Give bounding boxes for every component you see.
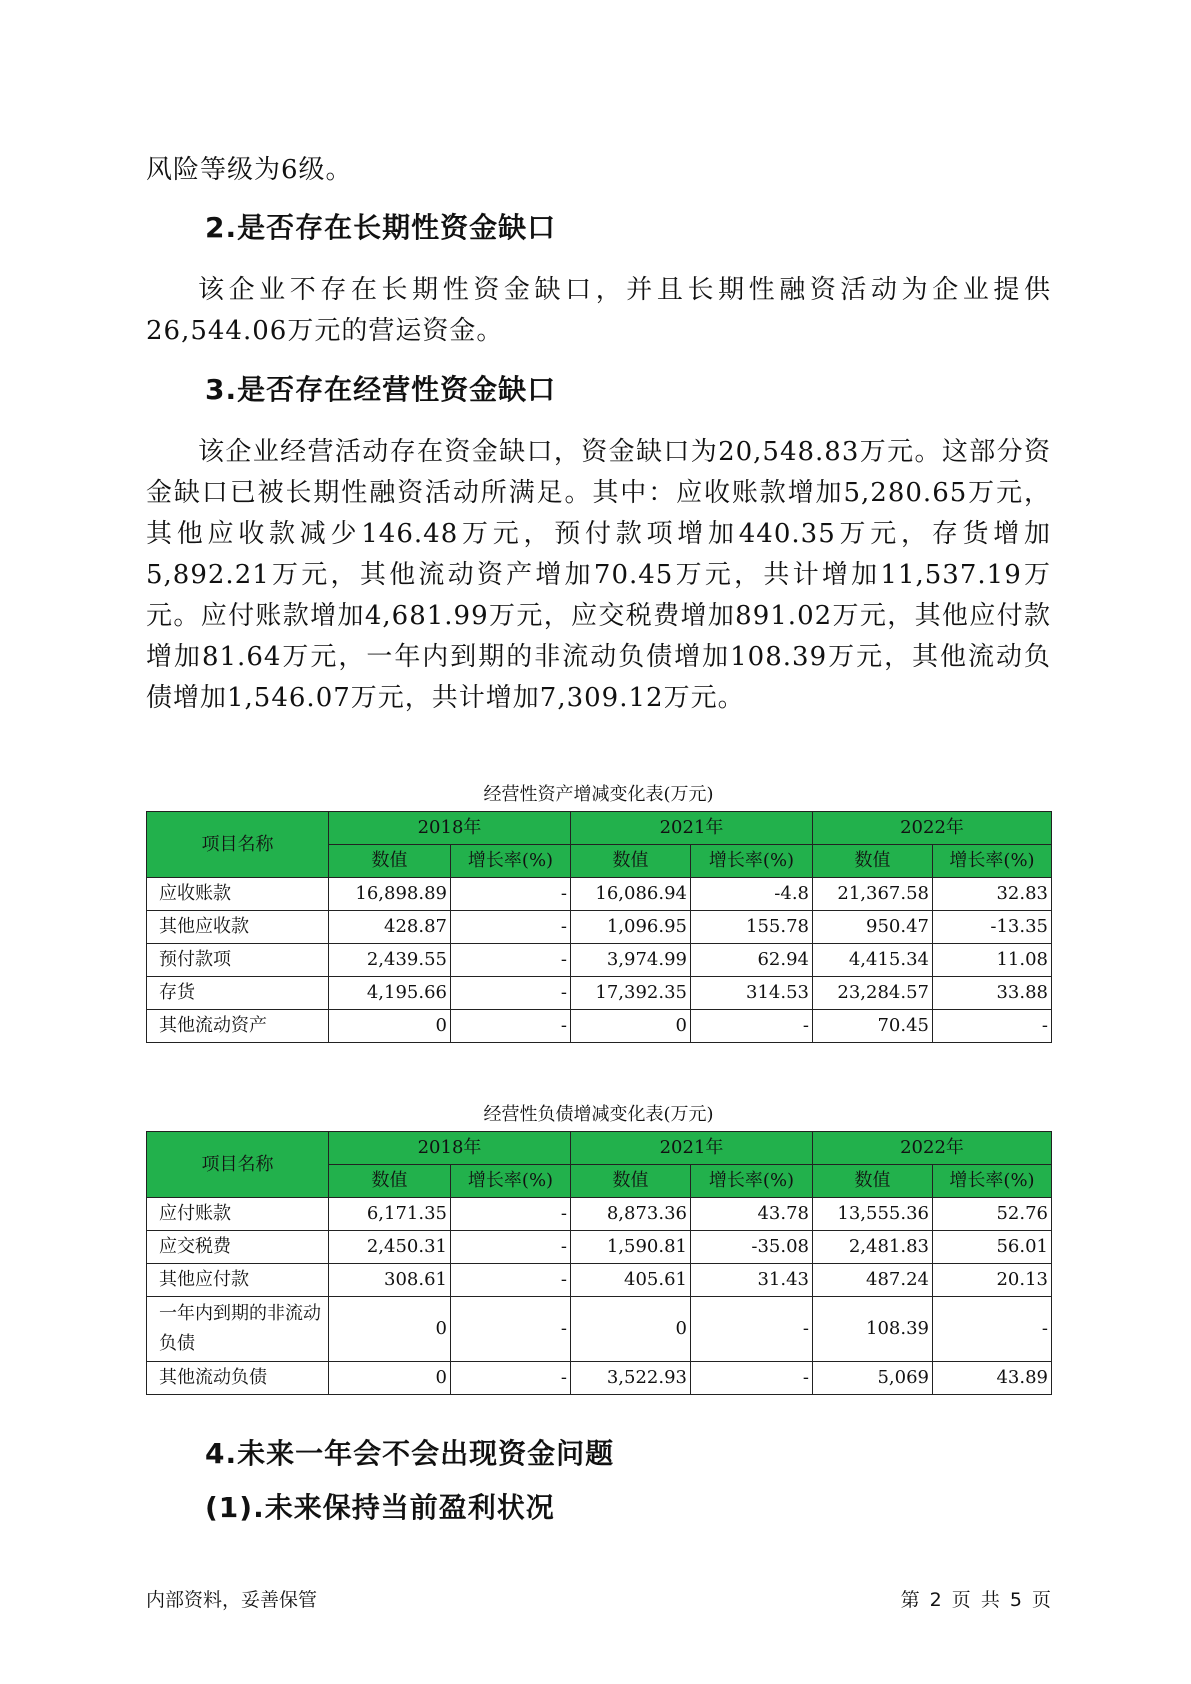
table-row	[147, 1297, 1052, 1362]
table-cell: 2,439.55	[329, 944, 451, 977]
table-cell: 950.47	[813, 911, 933, 944]
table-cell: 314.53	[691, 977, 813, 1010]
table-cell: -	[933, 1010, 1052, 1043]
table-cell: -	[451, 1231, 571, 1264]
table-cell: 0	[329, 1362, 451, 1395]
assets-year-header: 2018年	[329, 812, 571, 845]
liabilities-sub-growth: 增长率(%)	[691, 1165, 813, 1198]
table-cell: 308.61	[329, 1264, 451, 1297]
table-cell: 32.83	[933, 878, 1052, 911]
assets-year-header: 2022年	[813, 812, 1052, 845]
table-row	[147, 977, 1052, 1010]
assets-year-header: 2021年	[571, 812, 813, 845]
row-name: 其他应付款	[147, 1264, 329, 1297]
table-cell: 70.45	[813, 1010, 933, 1043]
table-cell: -	[451, 878, 571, 911]
footer-confidential-note: 内部资料，妥善保管	[146, 1589, 318, 1611]
table-cell: 2,481.83	[813, 1231, 933, 1264]
table-cell: 2,450.31	[329, 1231, 451, 1264]
liabilities-year-header: 2021年	[571, 1132, 813, 1165]
table-row	[147, 878, 1052, 911]
table-cell: -4.8	[691, 878, 813, 911]
liabilities-year-header: 2018年	[329, 1132, 571, 1165]
assets-sub-value: 数值	[329, 845, 451, 878]
table-row	[147, 1010, 1052, 1043]
section3-body: 该企业经营活动存在资金缺口，资金缺口为20,548.83万元。这部分资金缺口已被长期性融资活动所满足。其中：应收账款增加5,280.65万元，其他应收款减少146.48万元，预付款项增加440.35万元，存货增加5,892.21万元，其他流动资产增加70.45万元，共计增加11,537.19万元。应付账款增加4,681.99万元，应交税费增加891.02万元，其他应付款增加81.64万元，一年内到期的非流动负债增加108.39万元，其他流动负债增加1,546.07万元，共计增加7,309.12万元。	[146, 437, 1051, 713]
liabilities-sub-growth: 增长率(%)	[933, 1165, 1052, 1198]
table-row	[147, 944, 1052, 977]
table-cell: -	[451, 1297, 571, 1362]
table-cell: 8,873.36	[571, 1198, 691, 1231]
table-cell: -	[451, 977, 571, 1010]
table-cell: 43.89	[933, 1362, 1052, 1395]
row-name: 其他流动负债	[147, 1362, 329, 1395]
table-cell: 4,415.34	[813, 944, 933, 977]
row-name: 其他应收款	[147, 911, 329, 944]
table-cell: 33.88	[933, 977, 1052, 1010]
table-cell: 3,974.99	[571, 944, 691, 977]
table-cell: 3,522.93	[571, 1362, 691, 1395]
table-cell: -	[691, 1010, 813, 1043]
table-cell: 487.24	[813, 1264, 933, 1297]
table-cell: 4,195.66	[329, 977, 451, 1010]
table-row	[147, 1198, 1052, 1231]
table-cell: 17,392.35	[571, 977, 691, 1010]
liabilities-table	[146, 1131, 1052, 1395]
table-cell: 108.39	[813, 1297, 933, 1362]
table-cell: -	[451, 1264, 571, 1297]
table-cell: 405.61	[571, 1264, 691, 1297]
assets-sub-growth: 增长率(%)	[451, 845, 571, 878]
assets-sub-growth: 增长率(%)	[933, 845, 1052, 878]
table-row	[147, 1231, 1052, 1264]
assets-table	[146, 811, 1052, 1043]
row-name: 应收账款	[147, 878, 329, 911]
footer-page-number: 第 2 页 共 5 页	[900, 1589, 1051, 1611]
table-cell: -	[451, 1198, 571, 1231]
table-row	[147, 911, 1052, 944]
table-cell: 1,096.95	[571, 911, 691, 944]
table-row	[147, 1362, 1052, 1395]
table-cell: 13,555.36	[813, 1198, 933, 1231]
table-cell: 52.76	[933, 1198, 1052, 1231]
table-cell: 0	[329, 1297, 451, 1362]
table-cell: -	[451, 911, 571, 944]
section4-subheading: (1).未来保持当前盈利状况	[205, 1491, 555, 1524]
row-name: 应付账款	[147, 1198, 329, 1231]
row-name: 一年内到期的非流动负债	[147, 1297, 329, 1362]
liabilities-sub-value: 数值	[813, 1165, 933, 1198]
table-cell: -	[933, 1297, 1052, 1362]
intro-tail-text: 风险等级为6级。	[146, 155, 353, 185]
table-cell: 0	[571, 1010, 691, 1043]
table-cell: 62.94	[691, 944, 813, 977]
assets-sub-value: 数值	[571, 845, 691, 878]
liabilities-sub-growth: 增长率(%)	[451, 1165, 571, 1198]
table-row	[147, 1264, 1052, 1297]
table-cell: 155.78	[691, 911, 813, 944]
table-cell: 21,367.58	[813, 878, 933, 911]
table-cell: 428.87	[329, 911, 451, 944]
liabilities-table-caption: 经营性负债增减变化表(万元)	[483, 1104, 714, 1125]
assets-table-caption: 经营性资产增减变化表(万元)	[483, 784, 714, 805]
table-cell: 31.43	[691, 1264, 813, 1297]
liabilities-sub-value: 数值	[329, 1165, 451, 1198]
assets-sub-growth: 增长率(%)	[691, 845, 813, 878]
table-cell: 20.13	[933, 1264, 1052, 1297]
table-cell: -	[691, 1297, 813, 1362]
table-cell: 1,590.81	[571, 1231, 691, 1264]
table-cell: -	[451, 944, 571, 977]
table-cell: -	[451, 1010, 571, 1043]
table-cell: 16,898.89	[329, 878, 451, 911]
section2-heading: 2.是否存在长期性资金缺口	[205, 211, 557, 244]
liabilities-year-header: 2022年	[813, 1132, 1052, 1165]
table-cell: -13.35	[933, 911, 1052, 944]
table-cell: 43.78	[691, 1198, 813, 1231]
table-cell: 5,069	[813, 1362, 933, 1395]
table-cell: 16,086.94	[571, 878, 691, 911]
table-cell: 23,284.57	[813, 977, 933, 1010]
row-name: 其他流动资产	[147, 1010, 329, 1043]
assets-sub-value: 数值	[813, 845, 933, 878]
table-cell: 0	[571, 1297, 691, 1362]
table-cell: -35.08	[691, 1231, 813, 1264]
assets-col-item: 项目名称	[147, 812, 329, 878]
table-cell: 6,171.35	[329, 1198, 451, 1231]
section3-heading: 3.是否存在经营性资金缺口	[205, 373, 557, 406]
row-name: 存货	[147, 977, 329, 1010]
row-name: 预付款项	[147, 944, 329, 977]
table-cell: 11.08	[933, 944, 1052, 977]
table-cell: -	[451, 1362, 571, 1395]
section4-heading: 4.未来一年会不会出现资金问题	[205, 1437, 615, 1470]
liabilities-col-item: 项目名称	[147, 1132, 329, 1198]
table-cell: -	[691, 1362, 813, 1395]
section2-body: 该企业不存在长期性资金缺口，并且长期性融资活动为企业提供26,544.06万元的营运资金。	[146, 275, 1051, 346]
row-name: 应交税费	[147, 1231, 329, 1264]
table-cell: 0	[329, 1010, 451, 1043]
liabilities-sub-value: 数值	[571, 1165, 691, 1198]
table-cell: 56.01	[933, 1231, 1052, 1264]
